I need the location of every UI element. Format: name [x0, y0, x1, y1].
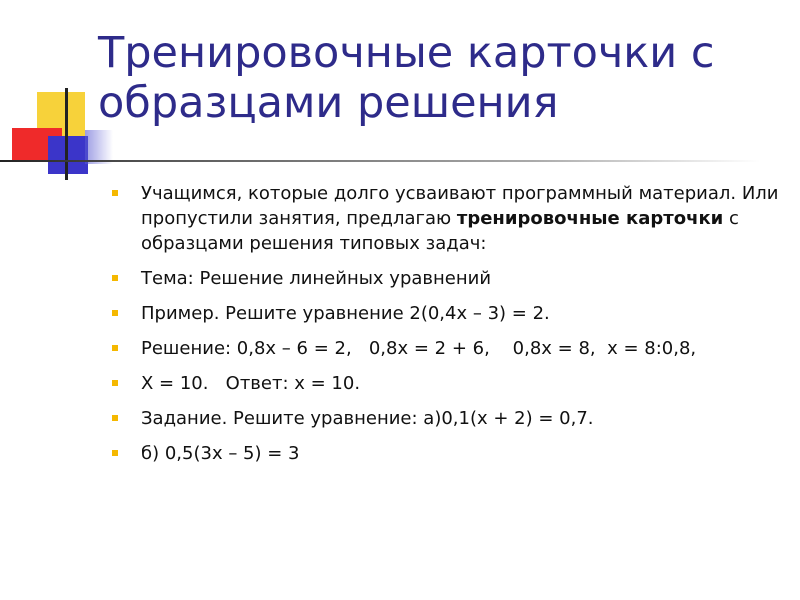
bullet-marker-icon — [112, 415, 118, 421]
task-b-text: б) 0,5(3х – 5) = 3 — [141, 443, 300, 464]
intro-text-end: с образцами решения типовых задач: — [141, 208, 739, 254]
topic-text: Тема: Решение линейных уравнений — [141, 268, 492, 289]
slide-title: Тренировочные карточки с образцами решения — [98, 28, 715, 128]
bullet-marker-icon — [112, 345, 118, 351]
decor-vertical-line — [65, 88, 68, 180]
bullet-item-intro — [112, 181, 792, 256]
bullet-list — [112, 181, 792, 476]
bullet-item-example — [112, 301, 792, 326]
bullet-marker-icon — [112, 275, 118, 281]
answer-text: Х = 10. Ответ: х = 10. — [141, 373, 361, 394]
bullet-marker-icon — [112, 450, 118, 456]
bullet-marker-icon — [112, 380, 118, 386]
solution-text: Решение: 0,8х – 6 = 2, 0,8х = 2 + 6, 0,8х = 8, х = 8:0,8, — [141, 338, 697, 359]
example-text: Пример. Решите уравнение 2(0,4х – 3) = 2. — [141, 303, 550, 324]
intro-text-bold: тренировочные карточки — [456, 208, 724, 229]
bullet-item-solution — [112, 336, 792, 361]
bullet-item-topic — [112, 266, 792, 291]
bullet-item-task-a — [112, 406, 792, 431]
decor-blue-square — [48, 136, 88, 174]
intro-text-start: Учащимся, которые долго усваивают программный материал. Или пропустили занятия, предлагаю — [141, 183, 779, 229]
decor-blue-fade — [85, 130, 113, 164]
title-underline — [0, 160, 760, 162]
bullet-marker-icon — [112, 310, 118, 316]
bullet-item-task-b — [112, 441, 792, 466]
task-a-text: Задание. Решите уравнение: а)0,1(х + 2) = 0,7. — [141, 408, 594, 429]
bullet-item-answer — [112, 371, 792, 396]
bullet-marker-icon — [112, 190, 118, 196]
